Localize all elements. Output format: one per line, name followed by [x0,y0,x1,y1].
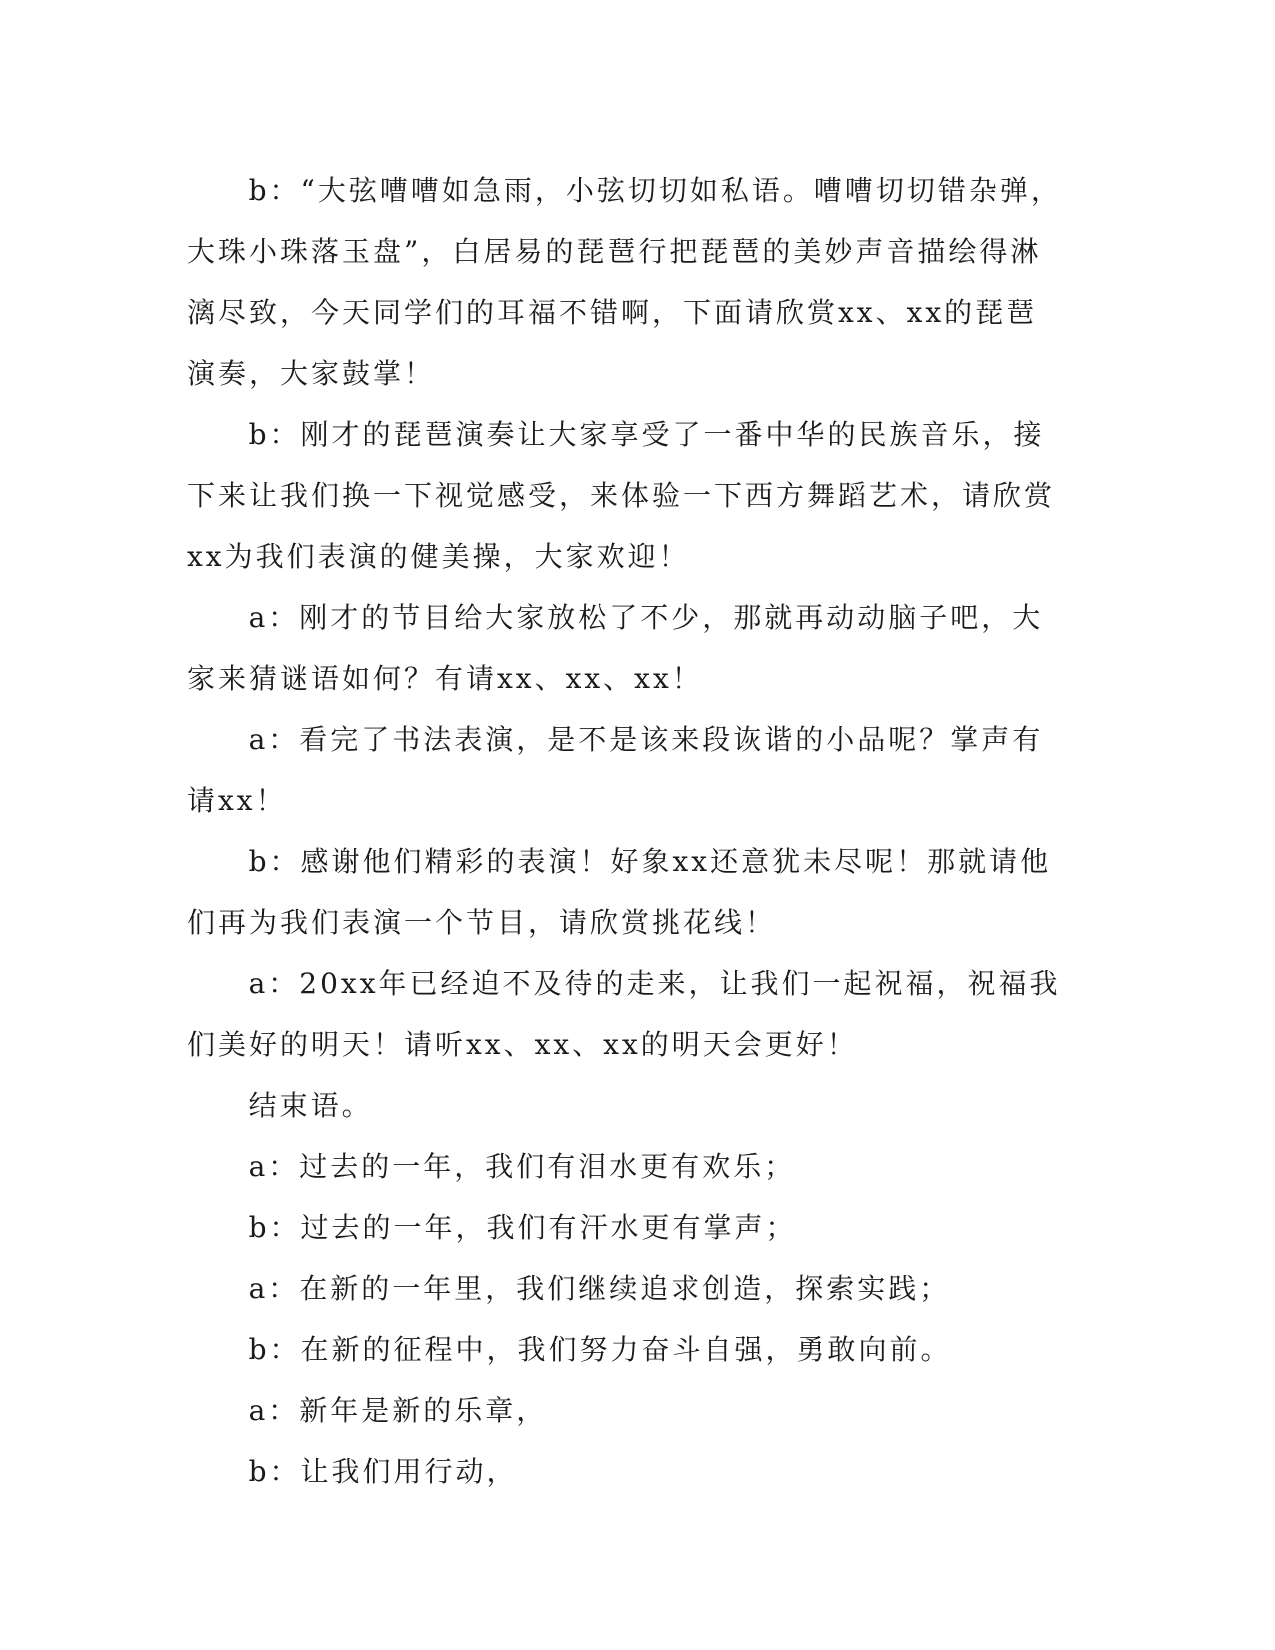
paragraph: b：在新的征程中，我们努力奋斗自强，勇敢向前。 [248,1333,952,1366]
paragraph: a：新年是新的乐章， [248,1394,548,1427]
paragraph: a：20xx年已经迫不及待的走来，让我们一起祝福，祝福我们美好的明天！请听xx、xx、xx的明天会更好！ [187,967,1061,1061]
paragraph: b：让我们用行动， [248,1455,518,1488]
paragraph: b：刚才的琵琶演奏让大家享受了一番中华的民族音乐，接下来让我们换一下视觉感受，来体验一下西方舞蹈艺术，请欣赏xx为我们表演的健美操，大家欢迎！ [187,418,1056,573]
paragraph: a：刚才的节目给大家放松了不少，那就再动动脑子吧，大家来猜谜语如何？有请xx、xx、xx！ [187,601,1044,695]
paragraph: b：过去的一年，我们有汗水更有掌声； [248,1211,797,1244]
paragraph: b：感谢他们精彩的表演！好象xx还意犹未尽呢！那就请他们再为我们表演一个节目，请欣赏挑花线！ [187,845,1052,939]
paragraph: a：看完了书法表演，是不是该来段诙谐的小品呢？掌声有请xx！ [187,723,1044,817]
paragraph: a：过去的一年，我们有泪水更有欢乐； [248,1150,796,1183]
section-heading: 结束语。 [248,1089,373,1122]
document-body [187,160,1067,1502]
paragraph: a：在新的一年里，我们继续追求创造，探索实践； [248,1272,951,1305]
paragraph: b：“大弦嘈嘈如急雨，小弦切切如私语。嘈嘈切切错杂弹，大珠小珠落玉盘”，白居易的琵琶行把琵琶的美妙声音描绘得淋漓尽致，今天同学们的耳福不错啊，下面请欣赏xx、xx的琵琶演奏，大家鼓掌！ [187,174,1062,390]
